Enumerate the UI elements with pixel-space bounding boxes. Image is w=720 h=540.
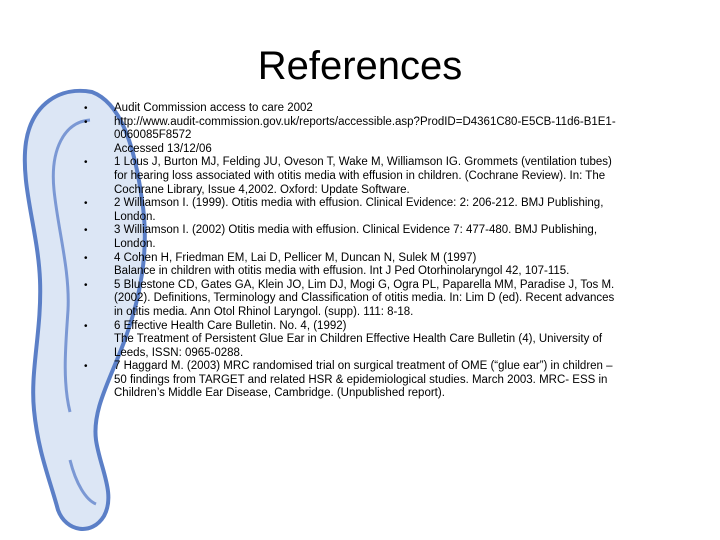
reference-text: 4 Cohen H, Friedman EM, Lai D, Pellicer M, Duncan N, Sulek M (1997) Balance in children with otitis media with effusion. Int J Ped Otorhinolaryngol 42, 107-115. [114, 251, 570, 278]
bullet-icon: • [84, 361, 88, 373]
reference-text: 7 Haggard M. (2003) MRC randomised trial on surgical treatment of OME (“glue ear”) in children – 50 findings from TARGET and related HSR & epidemiological studies. March 2003. MRC- ESS in Children’s Middle Ear Disease, Cambridge. (Unpublished report). [114, 360, 613, 400]
slide-title: References [257, 44, 463, 88]
bullet-icon: • [84, 279, 88, 291]
bullet-icon: • [84, 198, 88, 210]
reference-item [84, 116, 704, 157]
reference-item [84, 360, 704, 401]
bullet-icon: • [84, 157, 88, 169]
bullet-icon: • [84, 320, 88, 332]
bullet-icon: • [84, 116, 88, 128]
reference-text: 2 Williamson I. (1999). Otitis media with effusion. Clinical Evidence: 2: 206-212. BMJ Publishing, London. [114, 197, 604, 223]
reference-item [84, 156, 704, 197]
reference-list [84, 102, 704, 401]
reference-item [84, 197, 704, 224]
bullet-icon: • [84, 225, 88, 237]
bullet-icon: • [84, 252, 88, 264]
reference-item [84, 102, 704, 116]
reference-text: 3 Williamson I. (2002) Otitis media with effusion. Clinical Evidence 7: 477-480. BMJ Publishing, London. [114, 224, 598, 250]
reference-text: Audit Commission access to care 2002 [114, 102, 313, 114]
reference-text: 6 Effective Health Care Bulletin. No. 4, (1992) The Treatment of Persistent Glue Ear in Children Effective Health Care Bulletin (4), University of Leeds, ISSN: 0965-0288. [114, 319, 603, 359]
reference-item [84, 279, 704, 320]
reference-item [84, 320, 704, 361]
reference-item [84, 252, 704, 279]
reference-item [84, 224, 704, 251]
bullet-icon: • [84, 103, 88, 114]
reference-text: 1 Lous J, Burton MJ, Felding JU, Oveson T, Wake M, Williamson IG. Grommets (ventilation tubes) for hearing loss associated with otitis media with effusion in children. (Cochrane Review). In: The Cochrane Library, Issue 4,2002. Oxford: Update Software. [114, 156, 612, 196]
reference-url[interactable]: http://www.audit-commission.gov.uk/reports/accessible.asp?ProdID=D4361C80-E5CB-11d6-B1E1- 0060085F8572 Accessed 13/12/06 [114, 115, 616, 155]
reference-text: 5 Bluestone CD, Gates GA, Klein JO, Lim DJ, Mogi G, Ogra PL, Paparella MM, Paradise J, Tos M. (2002). Definitions, Terminology and Classification of otitis media. In: Lim D (ed). Recent advances in otitis media. Ann Otol Rhinol Laryngol. (supp). 111: 8-18. [114, 278, 615, 318]
